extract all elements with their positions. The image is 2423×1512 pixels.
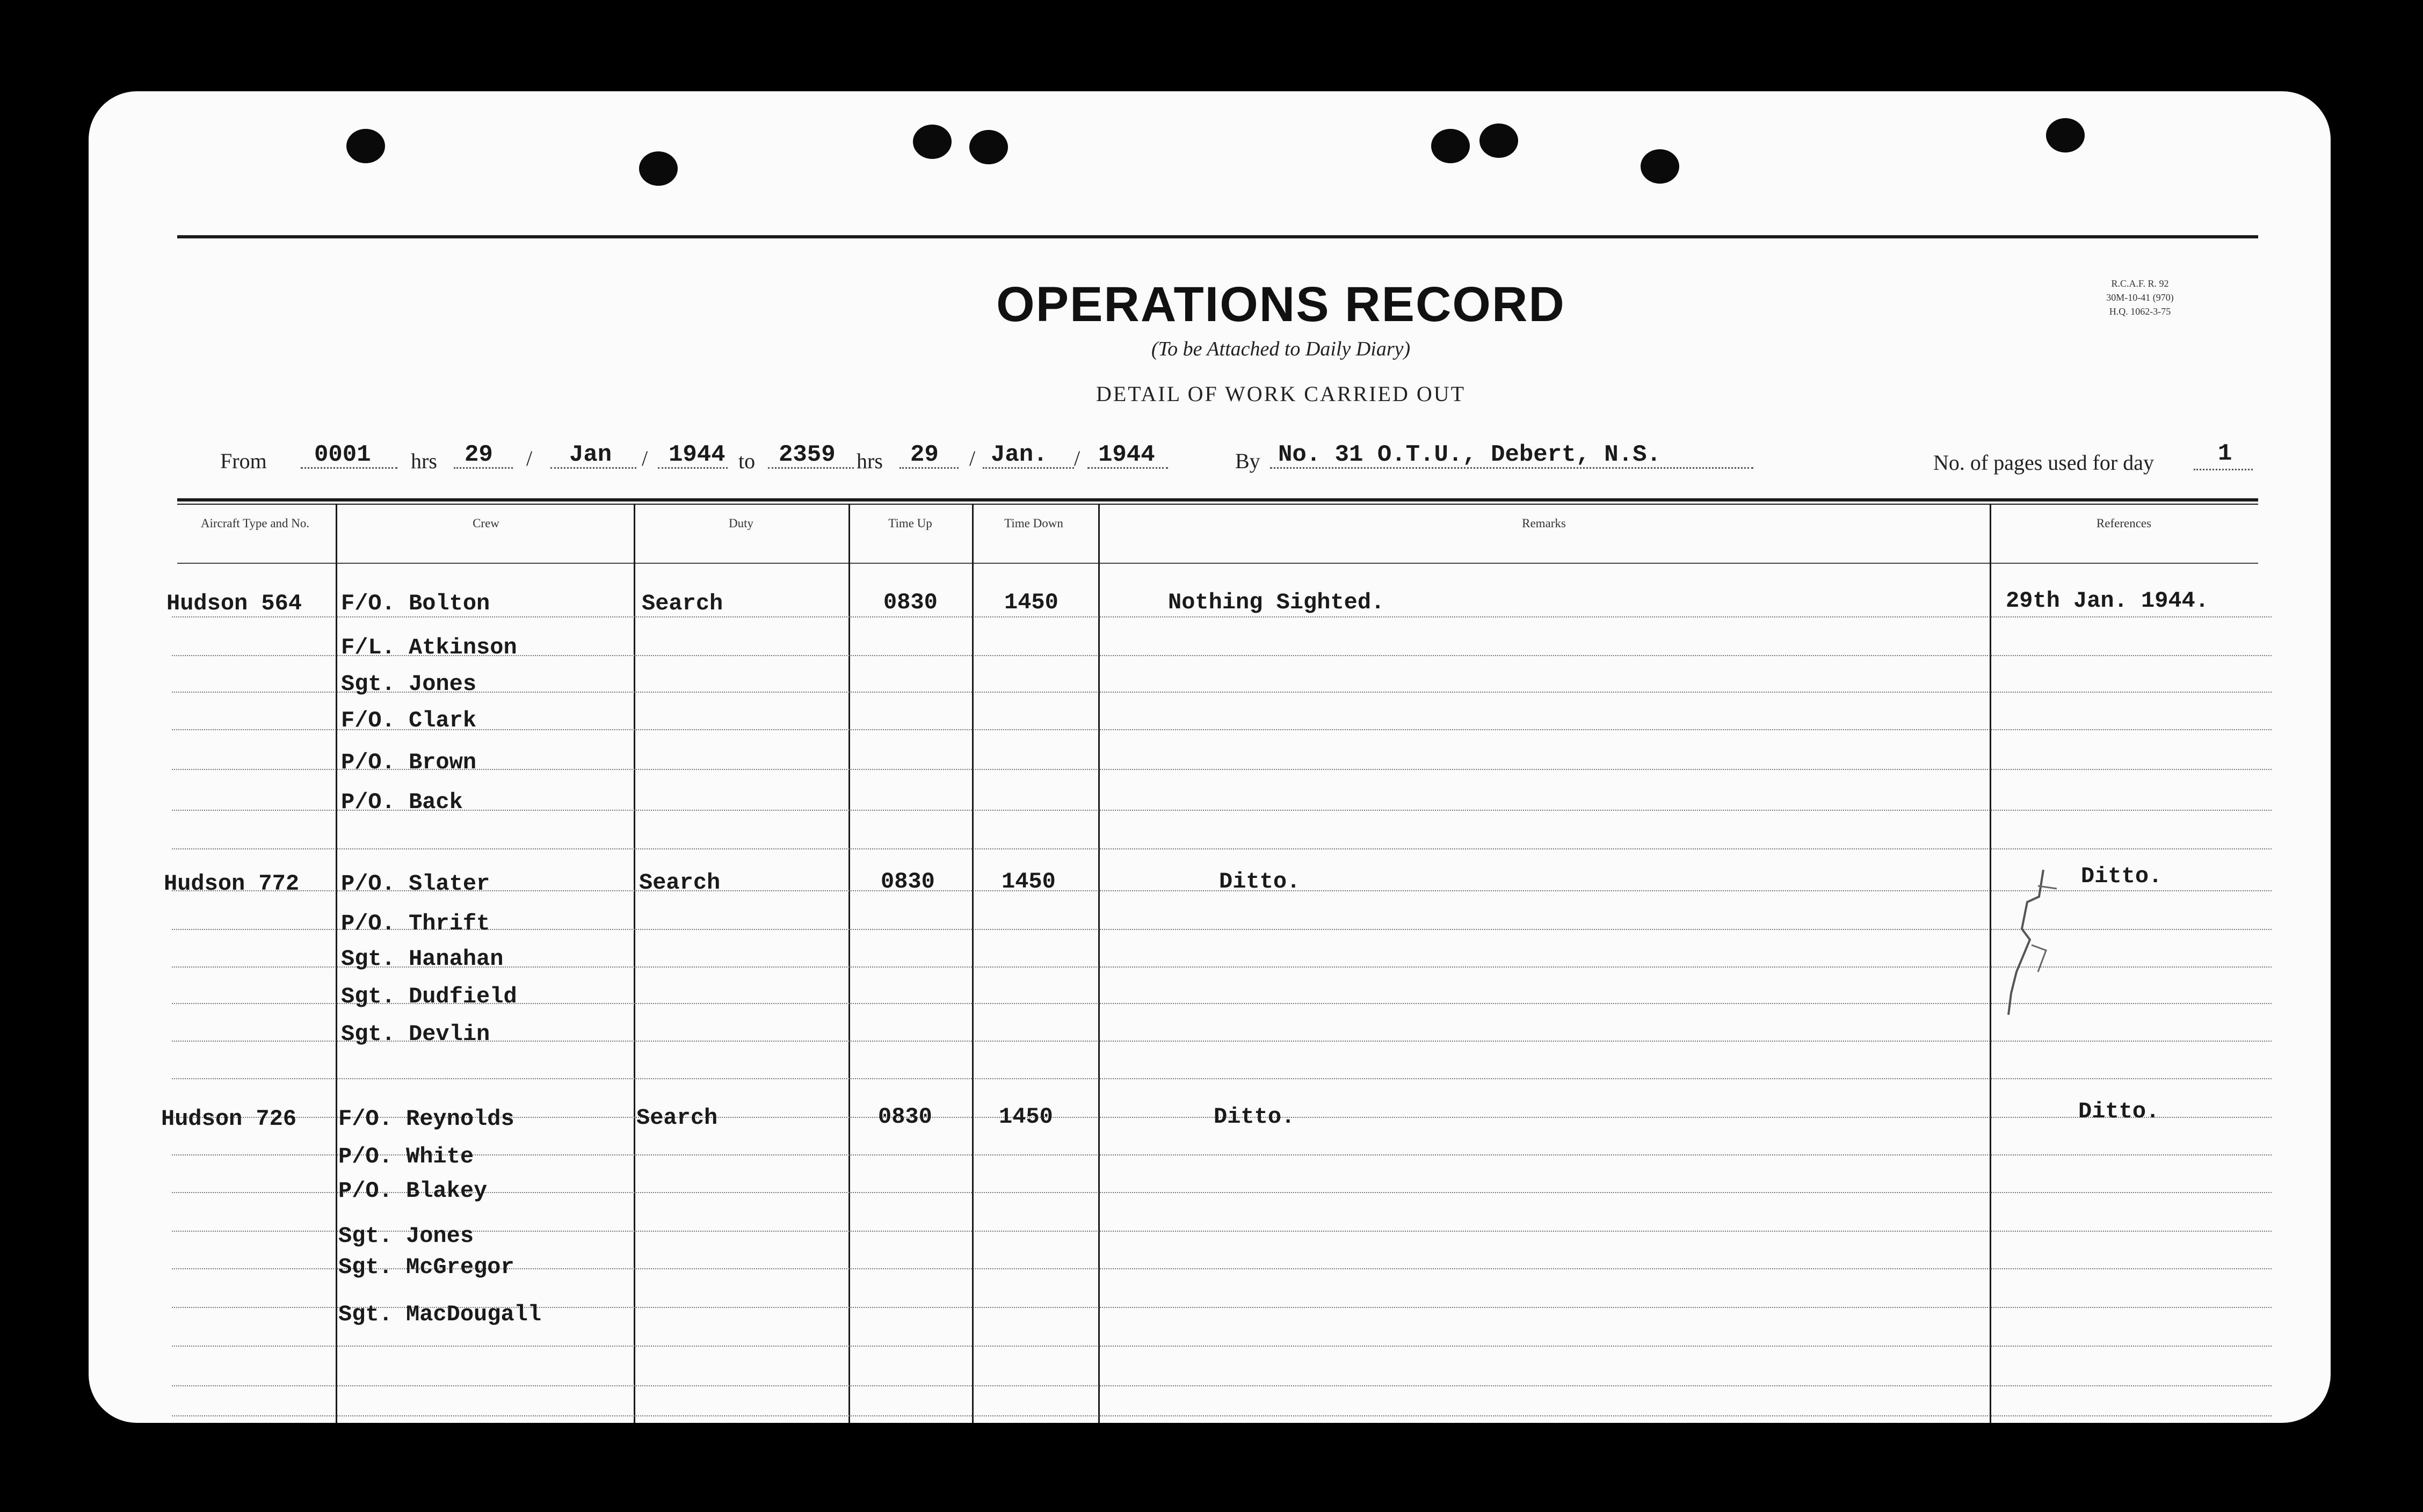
column-divider	[972, 505, 974, 1423]
from-time: 0001	[314, 441, 371, 468]
duty-cell: Search	[639, 870, 721, 896]
column-header-time-up: Time Up	[888, 517, 932, 530]
aircraft-cell: Hudson 564	[166, 591, 302, 616]
aircraft-cell: Hudson 726	[161, 1106, 297, 1132]
crew-member: F/O. Bolton	[341, 591, 490, 616]
crew-member: Sgt. Devlin	[341, 1021, 490, 1047]
reference-cell: Ditto.	[2078, 1099, 2160, 1124]
crew-member: P/O. Thrift	[341, 911, 490, 936]
duty-cell: Search	[636, 1105, 718, 1131]
top-rule	[177, 235, 2258, 238]
column-header-crew: Crew	[473, 517, 499, 530]
header-bottom-rule	[177, 563, 2258, 564]
crew-member: F/O. Reynolds	[338, 1106, 514, 1132]
punch-hole	[1479, 123, 1518, 158]
to-label: to	[738, 449, 756, 473]
detail-heading: DETAIL OF WORK CARRIED OUT	[1096, 382, 1466, 406]
time-up-cell: 0830	[881, 869, 935, 895]
column-header-aircraft: Aircraft Type and No.	[200, 517, 310, 530]
page-subtitle: (To be Attached to Daily Diary)	[1151, 338, 1411, 360]
column-header-time-down: Time Down	[1004, 517, 1063, 530]
hrs-label: hrs	[411, 449, 437, 473]
crew-member: P/O. White	[338, 1144, 474, 1169]
crew-member: P/O. Slater	[341, 871, 490, 897]
from-month: Jan	[569, 441, 612, 468]
remarks-cell: Ditto.	[1214, 1104, 1295, 1130]
by-unit: No. 31 O.T.U., Debert, N.S.	[1278, 441, 1661, 468]
crew-member: P/O. Blakey	[338, 1178, 488, 1204]
remarks-cell: Nothing Sighted.	[1168, 590, 1385, 615]
time-down-cell: 1450	[999, 1104, 1053, 1130]
punch-hole	[969, 130, 1008, 164]
column-divider	[848, 505, 850, 1423]
crew-member: P/O. Brown	[341, 750, 477, 775]
duty-cell: Search	[642, 591, 723, 616]
column-header-duty: Duty	[729, 517, 753, 530]
operations-record-sheet: OPERATIONS RECORD (To be Attached to Daily Diary) DETAIL OF WORK CARRIED OUT R.C.A.F. R. 92 30M-10-41 (970) H.Q. 1062-3-75 From 0001 hrs 29 / Jan / 1944 to 2359 hrs 29 / Jan. / 1944 By No. 31 O.T.U., Debert, N.S. No. of pages used for day 1 Aircraft Type and No. Crew Duty Time Up Time Down Remarks References Hudson 564 F/O. Bolton F/L. Atkinson Sgt. Jones F/O. Clark P/O. Brown P/O. Back Search 0830 1450 Nothing Sighted. 29th Jan. 1944. Hudson 772 P/O. Slater P/O. Thrift Sgt. Hanahan Sgt. Dudfield Sgt. Devlin Search 0830 1450 Ditto. Ditto. Hudson 726 F/O. Reynolds P/O. White P/O. Blakey Sgt. Jones Sgt. McGregor Sgt. MacDougall Search 0830 1450 Ditto. Ditto.	[89, 91, 2331, 1423]
from-day: 29	[465, 441, 493, 468]
column-divider	[634, 505, 635, 1423]
time-up-cell: 0830	[878, 1104, 932, 1130]
punch-hole	[1431, 129, 1470, 163]
reference-cell: Ditto.	[2081, 863, 2163, 889]
page-title: OPERATIONS RECORD	[996, 277, 1565, 332]
handwritten-annotation	[2006, 864, 2065, 1026]
pages-label: No. of pages used for day	[1933, 450, 2154, 475]
pages-value: 1	[2218, 440, 2232, 467]
aircraft-cell: Hudson 772	[164, 871, 300, 897]
crew-member: Sgt. Jones	[338, 1223, 474, 1249]
crew-member: Sgt. Hanahan	[341, 946, 504, 972]
remarks-cell: Ditto.	[1219, 869, 1301, 895]
from-label: From	[220, 449, 267, 473]
punch-hole	[913, 125, 952, 159]
punch-hole	[2046, 118, 2085, 152]
to-year: 1944	[1098, 441, 1155, 468]
time-down-cell: 1450	[1004, 590, 1058, 615]
from-year: 1944	[669, 441, 726, 468]
to-month: Jan.	[991, 441, 1048, 468]
column-header-remarks: Remarks	[1522, 517, 1566, 530]
crew-member: Sgt. MacDougall	[338, 1302, 542, 1327]
hrs-label: hrs	[857, 449, 883, 473]
column-divider	[1098, 505, 1100, 1423]
form-reference: R.C.A.F. R. 92 30M-10-41 (970) H.Q. 1062-3-75	[2106, 278, 2174, 317]
crew-member: Sgt. Jones	[341, 671, 477, 697]
column-divider	[336, 505, 337, 1423]
crew-member: Sgt. McGregor	[338, 1254, 514, 1280]
punch-hole	[346, 129, 385, 163]
table-top-rule	[177, 498, 2258, 501]
crew-member: P/O. Back	[341, 789, 463, 815]
column-divider	[1990, 505, 1991, 1423]
time-up-cell: 0830	[883, 590, 938, 615]
to-time: 2359	[779, 441, 836, 468]
time-down-cell: 1450	[1002, 869, 1056, 895]
column-header-references: References	[2096, 517, 2152, 530]
punch-hole	[1641, 149, 1679, 184]
crew-member: F/L. Atkinson	[341, 635, 517, 660]
to-day: 29	[910, 441, 939, 468]
reference-cell: 29th Jan. 1944.	[2006, 588, 2209, 614]
by-label: By	[1235, 449, 1260, 473]
crew-member: Sgt. Dudfield	[341, 984, 517, 1009]
punch-hole	[639, 151, 678, 186]
crew-member: F/O. Clark	[341, 708, 477, 733]
